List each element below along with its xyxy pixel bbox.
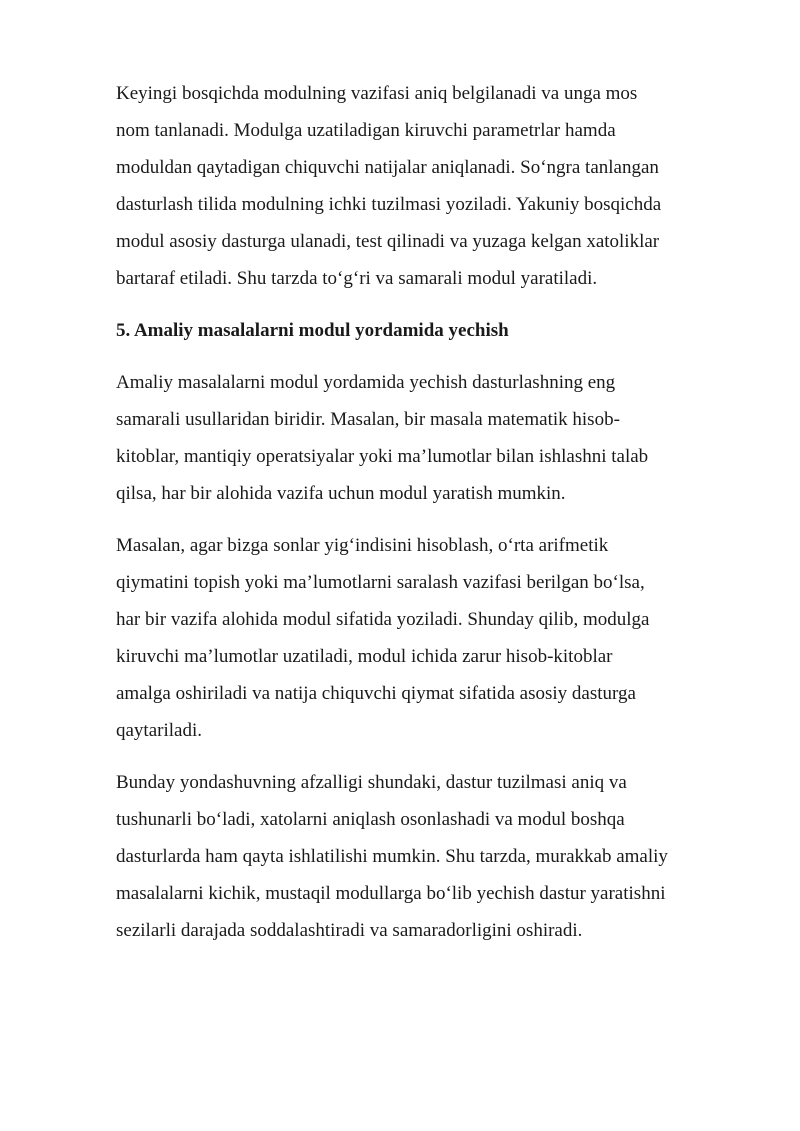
paragraph-line: qilsa, har bir alohida vazifa uchun modul yaratish mumkin. [116, 483, 566, 504]
paragraph-line: tushunarli bo‘ladi, xatolarni aniqlash osonlashadi va modul boshqa [116, 809, 625, 830]
paragraph-line: Amaliy masalalarni modul yordamida yechish dasturlashning eng [116, 372, 616, 393]
paragraph-line: nom tanlanadi. Modulga uzatiladigan kiruvchi parametrlar hamda [116, 120, 616, 141]
paragraph-line: dasturlarda ham qayta ishlatilishi mumkin. Shu tarzda, murakkab amaliy [116, 846, 668, 867]
paragraph-line: qiymatini topish yoki ma’lumotlarni saralash vazifasi berilgan bo‘lsa, [116, 572, 645, 593]
paragraph-line: modul asosiy dasturga ulanadi, test qilinadi va yuzaga kelgan xatoliklar [116, 231, 660, 252]
paragraph-line: samarali usullaridan biridir. Masalan, bir masala matematik hisob- [116, 409, 620, 430]
paragraph-practical-problems [116, 364, 740, 512]
paragraph-line: moduldan qaytadigan chiquvchi natijalar aniqlanadi. So‘ngra tanlangan [116, 157, 659, 178]
paragraph-module-creation-steps [116, 75, 740, 297]
paragraph-line: Bunday yondashuvning afzalligi shundaki, dastur tuzilmasi aniq va [116, 772, 627, 793]
paragraph-line: Masalan, agar bizga sonlar yig‘indisini hisoblash, o‘rta arifmetik [116, 535, 609, 556]
paragraph-line: bartaraf etiladi. Shu tarzda to‘g‘ri va samarali modul yaratiladi. [116, 268, 598, 289]
paragraph-line: sezilarli darajada soddalashtiradi va samaradorligini oshiradi. [116, 920, 583, 941]
paragraph-line: har bir vazifa alohida modul sifatida yoziladi. Shunday qilib, modulga [116, 609, 650, 630]
paragraph-line: qaytariladi. [116, 720, 202, 741]
paragraph-line: Keyingi bosqichda modulning vazifasi aniq belgilanadi va unga mos [116, 83, 638, 104]
paragraph-line: dasturlash tilida modulning ichki tuzilmasi yoziladi. Yakuniy bosqichda [116, 194, 662, 215]
paragraph-line: masalalarni kichik, mustaqil modullarga bo‘lib yechish dastur yaratishni [116, 883, 666, 904]
section-heading: 5. Amaliy masalalarni modul yordamida yechish [116, 320, 509, 341]
paragraph-advantages [116, 764, 740, 949]
paragraph-example [116, 527, 740, 749]
paragraph-line: amalga oshiriladi va natija chiquvchi qiymat sifatida asosiy dasturga [116, 683, 636, 704]
paragraph-line: kiruvchi ma’lumotlar uzatiladi, modul ichida zarur hisob-kitoblar [116, 646, 613, 667]
paragraph-line: kitoblar, mantiqiy operatsiyalar yoki ma’lumotlar bilan ishlashni talab [116, 446, 649, 467]
